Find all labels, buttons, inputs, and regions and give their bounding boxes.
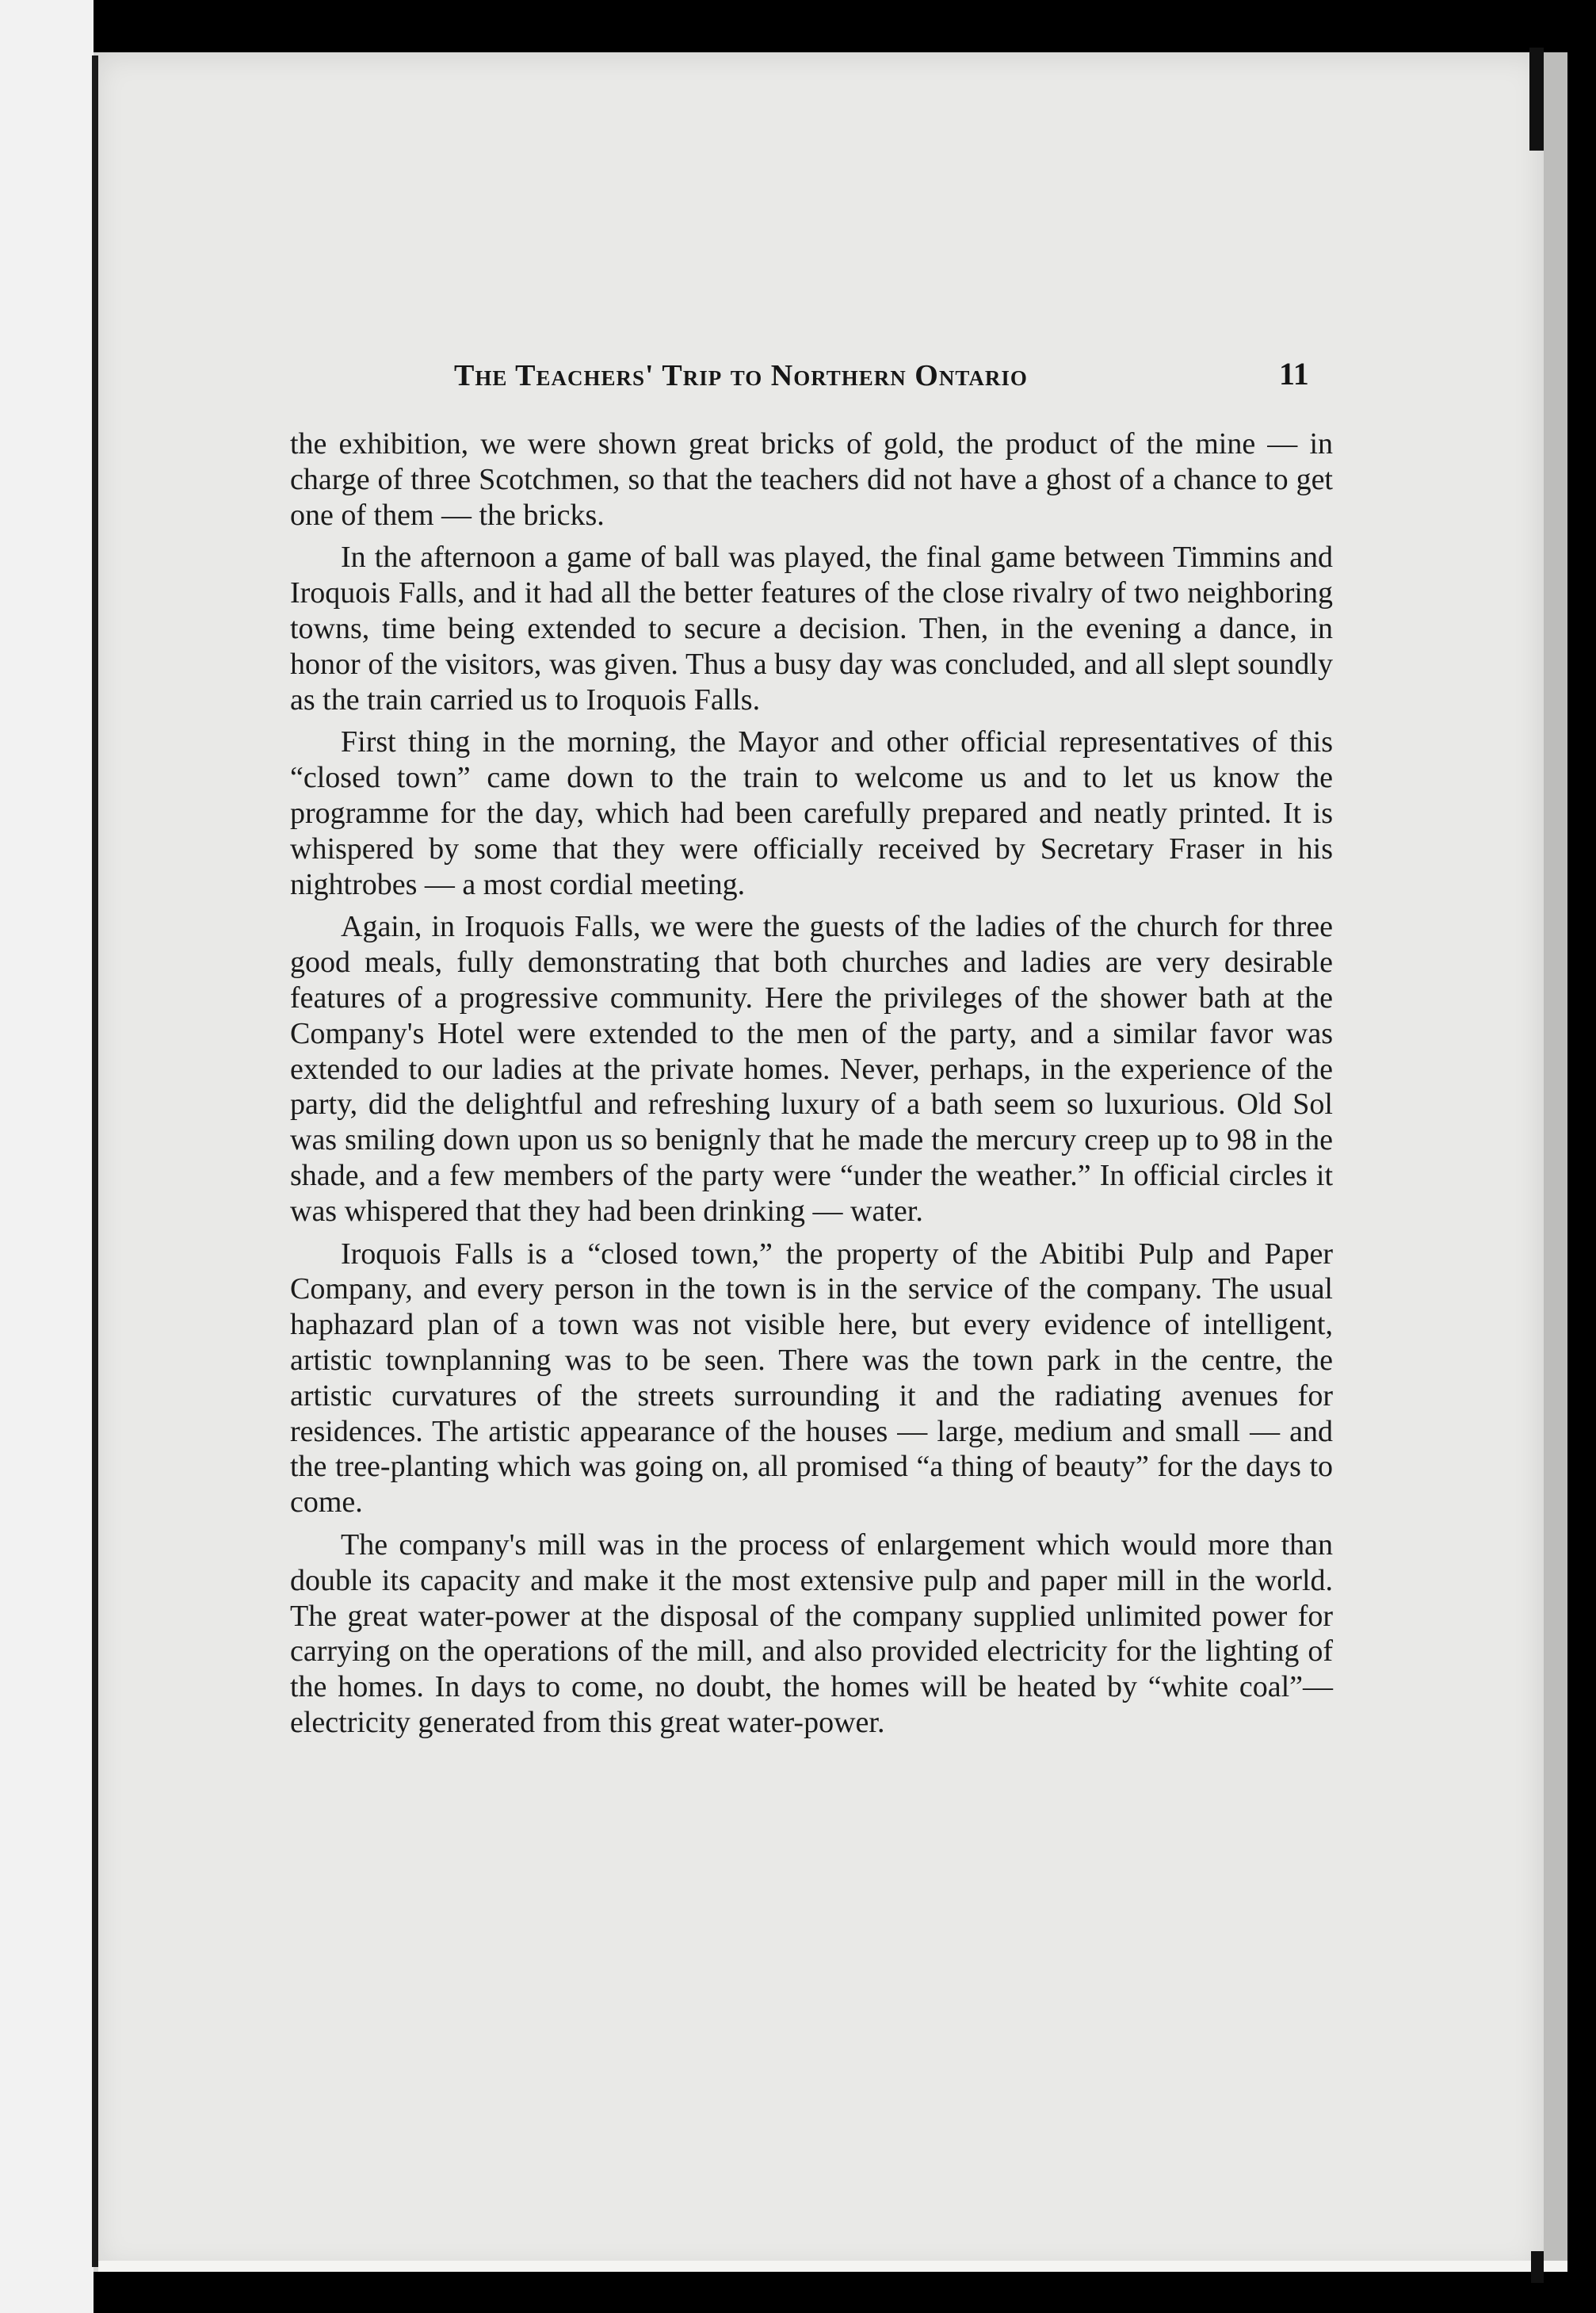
right-page-edge (1544, 52, 1567, 2272)
corner-mark (1529, 48, 1544, 151)
paragraph: Again, in Iroquois Falls, we were the guests of the ladies of the church for three good meals, fully demonstrating that both churches and ladies are very desirable features of a progressive community. Here the privileges of the shower bath at the Company's Hotel were extended to the men of the party, and a similar favor was extended to our ladies at the private homes. Never, perhaps, in the experience of the party, did the delightful and refreshing luxury of a bath seem so luxurious. Old Sol was smiling down upon us so benignly that he made the mercury creep up to 98 in the shade, and a few members of the party were “under the weather.” In official circles it was whispered that they had been drinking — water. (290, 910, 1333, 1228)
bottom-page-edge (98, 2261, 1567, 2272)
paragraph: In the afternoon a game of ball was played, the final game between Timmins and Iroquois Falls, and it had all the better features of the close rivalry of two neighboring towns, time being extended to secure a decision. Then, in the evening a dance, in honor of the visitors, was given. Thus a busy day was concluded, and all slept soundly as the train carried us to Iroquois Falls. (290, 541, 1333, 717)
paragraph: First thing in the morning, the Mayor and other official representatives of this “closed town” came down to the train to welcome us and to let us know the programme for the day, which had been carefully prepared and neatly printed. It is whispered by some that they were officially received by Secretary Fraser in his nightrobes — a most cordial meeting. (290, 725, 1333, 901)
paragraph: Iroquois Falls is a “closed town,” the property of the Abitibi Pulp and Paper Company, and every person in the town is in the service of the company. The usual haphazard plan of a town was not visible here, but every evidence of intelligent, artistic townplanning was to be seen. There was the town park in the centre, the artistic curvatures of the streets surrounding it and the radiating avenues for residences. The artistic appearance of the houses — large, medium and small — and the tree-planting which was going on, all promised “a thing of beauty” for the days to come. (290, 1237, 1333, 1520)
left-page-edge (0, 0, 94, 2313)
binding-shadow (92, 55, 98, 2267)
paragraph: The company's mill was in the process of enlargement which would more than double its capacity and make it the most extensive pulp and paper mill in the world. The great water-power at the disposal of the company supplied unlimited power for carrying on the operations of the mill, and also provided electricity for the lighting of the homes. In days to come, no doubt, the homes will be heated by “white coal”— electricity generated from this great water-power. (290, 1527, 1333, 1739)
page-number: 11 (1279, 356, 1309, 392)
body-text (290, 426, 1333, 1748)
running-header: The Teachers' Trip to Northern Ontario (454, 359, 1028, 392)
corner-mark (1531, 2251, 1544, 2283)
paragraph: the exhibition, we were shown great bricks of gold, the product of the mine — in charge of three Scotchmen, so that the teachers did not have a ghost of a chance to get one of them — the bricks. (290, 427, 1333, 532)
